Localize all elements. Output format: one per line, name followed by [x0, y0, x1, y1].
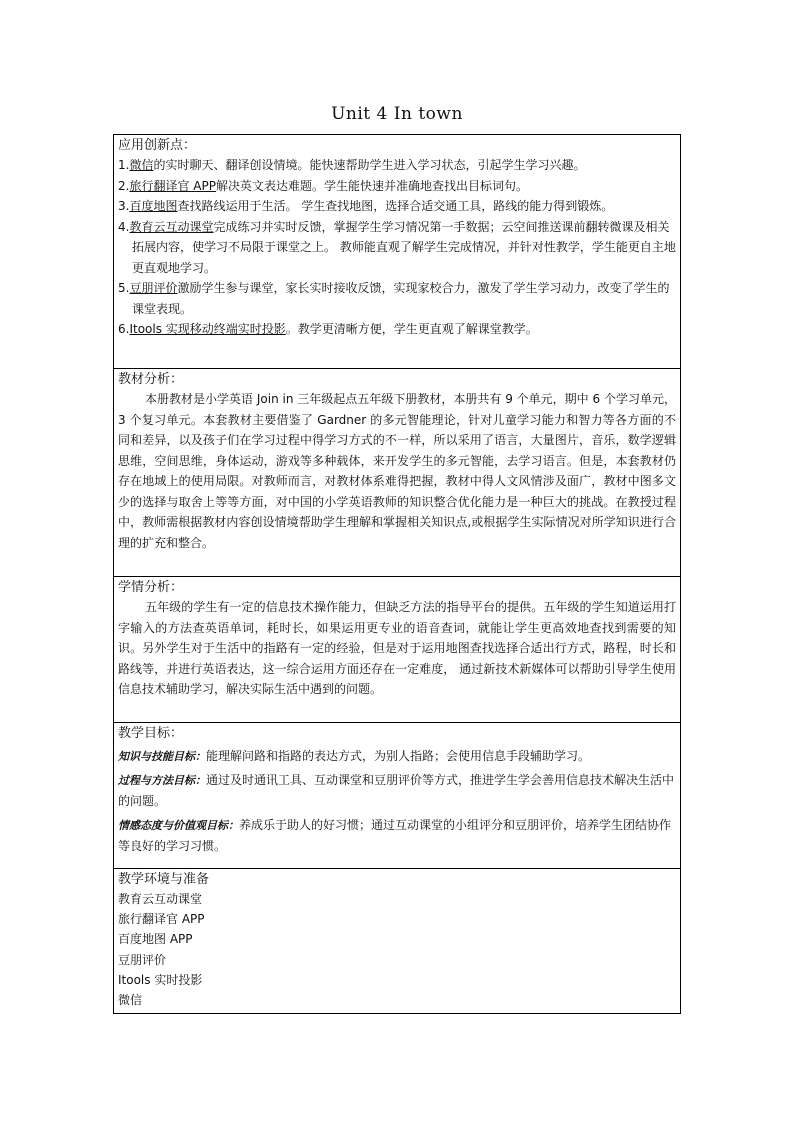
- goal-label: 过程与方法目标：: [118, 774, 206, 787]
- item-tool: 百度地图: [129, 199, 178, 213]
- environment-heading: 教学环境与准备: [118, 872, 210, 887]
- item-text: 的实时聊天、翻译创设情境。能快速帮助学生进入学习状态，引起学生学习兴趣。: [153, 158, 586, 172]
- students-body: 五年级的学生有一定的信息技术操作能力，但缺乏方法的指导平台的提供。五年级的学生知道运用打字输入的方法查英语单词，耗时长，如果运用更专业的语音查词，就能让学生更高效地查找到需要的知识。另外学生对于生活中的指路有一定的经验，但是对于运用地图查找选择合适出行方式，路程，时长和路线等，并进行英语表达，这一综合运用方面还存在一定难度， 通过新技术新媒体可以帮助引导学生使用信息技术辅助学习，解决实际生活中遇到的问题。: [118, 600, 676, 696]
- item-text: 解决英文表达难题。学生能快速并准确地查找出目标词句。: [215, 178, 528, 193]
- innovation-heading: 应用创新点：: [118, 138, 197, 153]
- item-number: 4.: [118, 219, 130, 234]
- environment-item: Itools 实时投影: [118, 972, 203, 987]
- textbook-heading: 教材分析：: [118, 372, 184, 387]
- textbook-body: 本册教材是小学英语 Join in 三年级起点五年级下册教材，本册共有 9 个单元，期中 6 个学习单元，3 个复习单元。本套教材主要借鉴了 Gardner 的多元智能理论，针对儿童学习能力和智力等各方面的不同和差异，以及孩子们在学习过程中得学习方式的不一样，所以采用了语言，大量图片，音乐，数学逻辑思维，空间思维，身体运动，游戏等多种载体，来开发学生的多元智能，去学习语言。但是，本套教材仍存在地域上的使用局限。对教师而言，对教材体系难得把握，教材中得人文风情涉及面广，教材中图多文少的选择与取舍上等等方面，对中国的小学英语教师的知识整合优化能力是一种巨大的挑战。在教授过程中，教师需根据教材内容创设情境帮助学生理解和掌握相关知识点,或根据学生实际情况对所学知识进行合理的扩充和整合。: [118, 392, 676, 550]
- student-analysis-section: [114, 577, 680, 723]
- textbook-analysis-section: [114, 369, 680, 577]
- innovation-item: [118, 217, 676, 279]
- item-number: 1.: [118, 158, 130, 172]
- environment-item: 百度地图 APP: [118, 932, 193, 947]
- environment-section: [114, 869, 680, 1015]
- item-tool: 旅行翻译官 APP: [129, 178, 216, 193]
- innovation-item: [118, 155, 676, 176]
- goal-text: 能理解问路和指路的表达方式，为别人指路；会使用信息手段辅助学习。: [206, 749, 591, 763]
- item-text: 。教学更清晰方便，学生更直观了解课堂教学。: [285, 322, 538, 336]
- item-tool: 教育云互动课堂: [129, 219, 214, 234]
- item-number: 3.: [118, 199, 130, 213]
- goal-text: 通过及时通讯工具、互动课堂和豆朋评价等方式，推进学生学会善用信息技术解决生活中的问题。: [118, 773, 675, 808]
- goals-heading: 教学目标：: [118, 726, 184, 741]
- goal-item: [118, 746, 676, 767]
- document-title: Unit 4 In town: [331, 104, 463, 124]
- innovation-item: [118, 176, 676, 197]
- item-text: 完成练习并实时反馈，掌握学生学习情况第一手数据；云空间推送课前翻转微课及相关拓展内容，使学习不局限于课堂之上。 教师能直观了解学生完成情况，并针对性教学，学生能更自主地更直观地学习。: [132, 219, 676, 275]
- environment-item: 教育云互动课堂: [118, 892, 203, 906]
- innovation-item: [118, 278, 676, 319]
- goal-text: 养成乐于助人的好习惯；通过互动课堂的小组评分和豆朋评价，培养学生团结协作等良好的学习习惯。: [118, 818, 672, 853]
- goal-label: 知识与技能目标：: [118, 750, 206, 763]
- students-heading: 学情分析：: [118, 580, 184, 595]
- item-tool: 微信: [129, 158, 154, 172]
- item-number: 5.: [118, 281, 130, 295]
- item-text: 查找路线运用于生活。 学生查找地图，选择合适交通工具，路线的能力得到锻炼。: [177, 199, 614, 213]
- lesson-plan-table: [113, 134, 681, 1014]
- innovation-item: [118, 196, 676, 217]
- item-tool: Itools 实现移动终端实时投影: [129, 322, 286, 336]
- goal-label: 情感态度与价值观目标：: [118, 819, 239, 832]
- teaching-goals-section: [114, 723, 680, 869]
- innovation-item: [118, 319, 676, 340]
- innovation-section: [114, 135, 680, 369]
- item-number: 2.: [118, 178, 130, 193]
- item-tool: 豆朋评价: [129, 281, 178, 295]
- goal-item: [118, 770, 676, 812]
- environment-item: 豆朋评价: [118, 952, 167, 967]
- environment-item: 旅行翻译官 APP: [118, 912, 205, 927]
- goal-item: [118, 815, 676, 856]
- item-number: 6.: [118, 322, 130, 336]
- environment-item: 微信: [118, 993, 143, 1008]
- item-text: 激励学生参与课堂，家长实时接收反馈，实现家校合力，激发了学生学习动力，改变了学生的课堂表现。: [132, 281, 670, 316]
